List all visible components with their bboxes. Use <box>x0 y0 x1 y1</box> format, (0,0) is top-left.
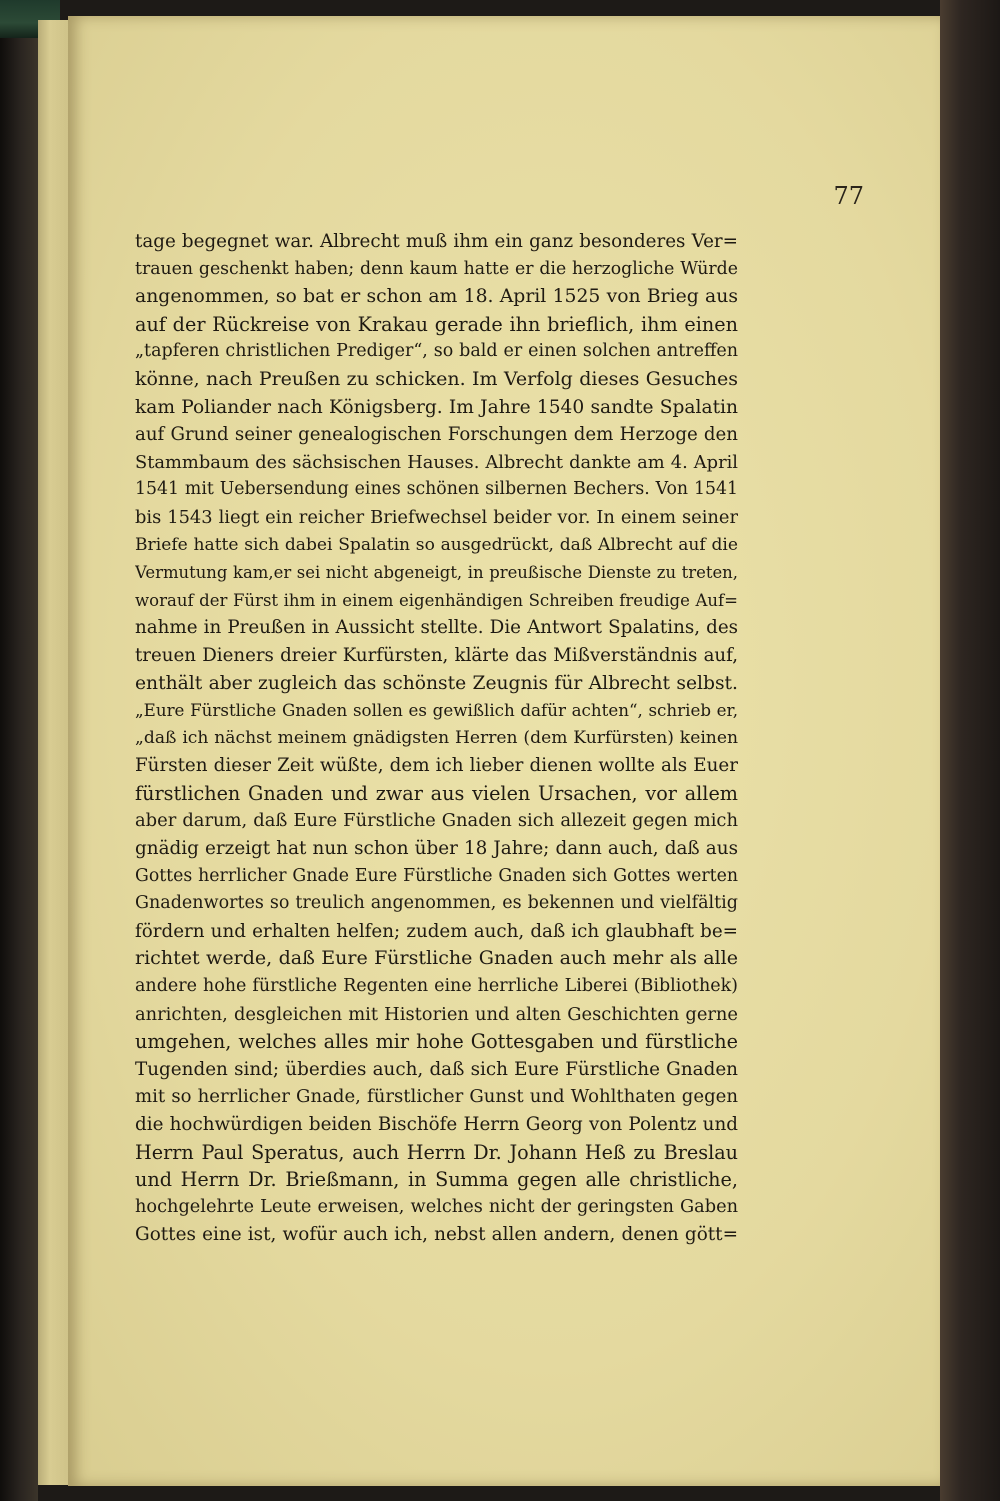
text-line: Stammbaum des sächsischen Hauses. Albrecht dankte am 4. April <box>135 451 738 473</box>
text-line: kam Poliander nach Königsberg. Im Jahre 1540 sandte Spalatin <box>135 396 738 418</box>
text-line: aber darum, daß Eure Fürstliche Gnaden sich allezeit gegen mich <box>135 810 738 832</box>
text-line: tage begegnet war. Albrecht muß ihm ein ganz besonderes Ver= <box>135 231 738 252</box>
text-line: auf Grund seiner genealogischen Forschungen dem Herzoge den <box>135 424 738 446</box>
text-line: mit so herrlicher Gnade, fürstlicher Gunst und Wohlthaten gegen <box>135 1086 738 1108</box>
text-line: Tugenden sind; überdies auch, daß sich Eure Fürstliche Gnaden <box>135 1058 738 1080</box>
text-line: „daß ich nächst meinem gnädigsten Herren (dem Kurfürsten) keinen <box>135 727 738 748</box>
text-line: fürstlichen Gnaden und zwar aus vielen Ursachen, vor allem <box>135 781 738 805</box>
text-line: könne, nach Preußen zu schicken. Im Verfolg dieses Gesuches <box>135 367 738 390</box>
text-line: enthält aber zugleich das schönste Zeugnis für Albrecht selbst. <box>135 672 738 694</box>
text-line: Briefe hatte sich dabei Spalatin so ausgedrückt, daß Albrecht auf die <box>135 534 738 555</box>
text-line: „tapferen christlichen Prediger“, so bald er einen solchen antreffen <box>135 341 738 362</box>
text-line: auf der Rückreise von Krakau gerade ihn brieflich, ihm einen <box>135 312 738 336</box>
text-line: Gottes eine ist, wofür auch ich, nebst allen andern, denen gött= <box>135 1224 738 1246</box>
text-line: treuen Dieners dreier Kurfürsten, klärte das Mißverständnis auf, <box>135 644 738 666</box>
text-line: Gottes herrlicher Gnade Eure Fürstliche Gnaden sich Gottes werten <box>135 865 738 886</box>
text-line: die hochwürdigen beiden Bischöfe Herrn Georg von Polentz und <box>135 1114 738 1135</box>
text-line: „Eure Fürstliche Gnaden sollen es gewißlich dafür achten“, schrieb er, <box>135 700 738 721</box>
text-line: trauen geschenkt haben; denn kaum hatte er die herzogliche Würde <box>135 258 738 279</box>
text-line: Vermutung kam,er sei nicht abgeneigt, in preußische Dienste zu treten, <box>135 563 738 583</box>
text-line: gnädig erzeigt hat nun schon über 18 Jahre; dann auch, daß aus <box>135 838 738 860</box>
text-line: und Herrn Dr. Brießmann, in Summa gegen alle christliche, <box>135 1168 738 1192</box>
text-line: nahme in Preußen in Aussicht stellte. Die Antwort Spalatins, des <box>135 617 738 639</box>
text-line: angenommen, so bat er schon am 18. April 1525 von Brieg aus <box>135 286 738 308</box>
text-line: 1541 mit Uebersendung eines schönen silbernen Bechers. Von 1541 <box>135 479 738 500</box>
text-line: worauf der Fürst ihm in einem eigenhändigen Schreiben freudige Auf= <box>135 590 738 610</box>
text-line: umgehen, welches alles mir hohe Gottesgaben und fürstliche <box>135 1030 738 1054</box>
book-cover-right <box>940 0 1000 1501</box>
text-line: fördern und erhalten helfen; zudem auch, daß ich glaubhaft be= <box>135 920 738 942</box>
facing-page-edge <box>38 20 69 1485</box>
page-number: 77 <box>833 182 864 210</box>
book-binding-left <box>0 0 38 1501</box>
text-line: Gnadenwortes so treulich angenommen, es bekennen und vielfältig <box>135 893 738 914</box>
text-line: andere hohe fürstliche Regenten eine herrliche Liberei (Bibliothek) <box>135 976 738 997</box>
text-line: bis 1543 liegt ein reicher Briefwechsel beider vor. In einem seiner <box>135 506 738 528</box>
text-line: richtet werde, daß Eure Fürstliche Gnaden auch mehr als alle <box>135 947 738 970</box>
text-line: Herrn Paul Speratus, auch Herrn Dr. Johann Heß zu Breslau <box>135 1140 738 1164</box>
text-line: hochgelehrte Leute erweisen, welches nicht der geringsten Gaben <box>135 1196 738 1217</box>
body-text <box>135 228 738 1249</box>
text-line: Fürsten dieser Zeit wüßte, dem ich lieber dienen wollte als Euer <box>135 755 738 777</box>
text-line: anrichten, desgleichen mit Historien und alten Geschichten gerne <box>135 1003 738 1025</box>
